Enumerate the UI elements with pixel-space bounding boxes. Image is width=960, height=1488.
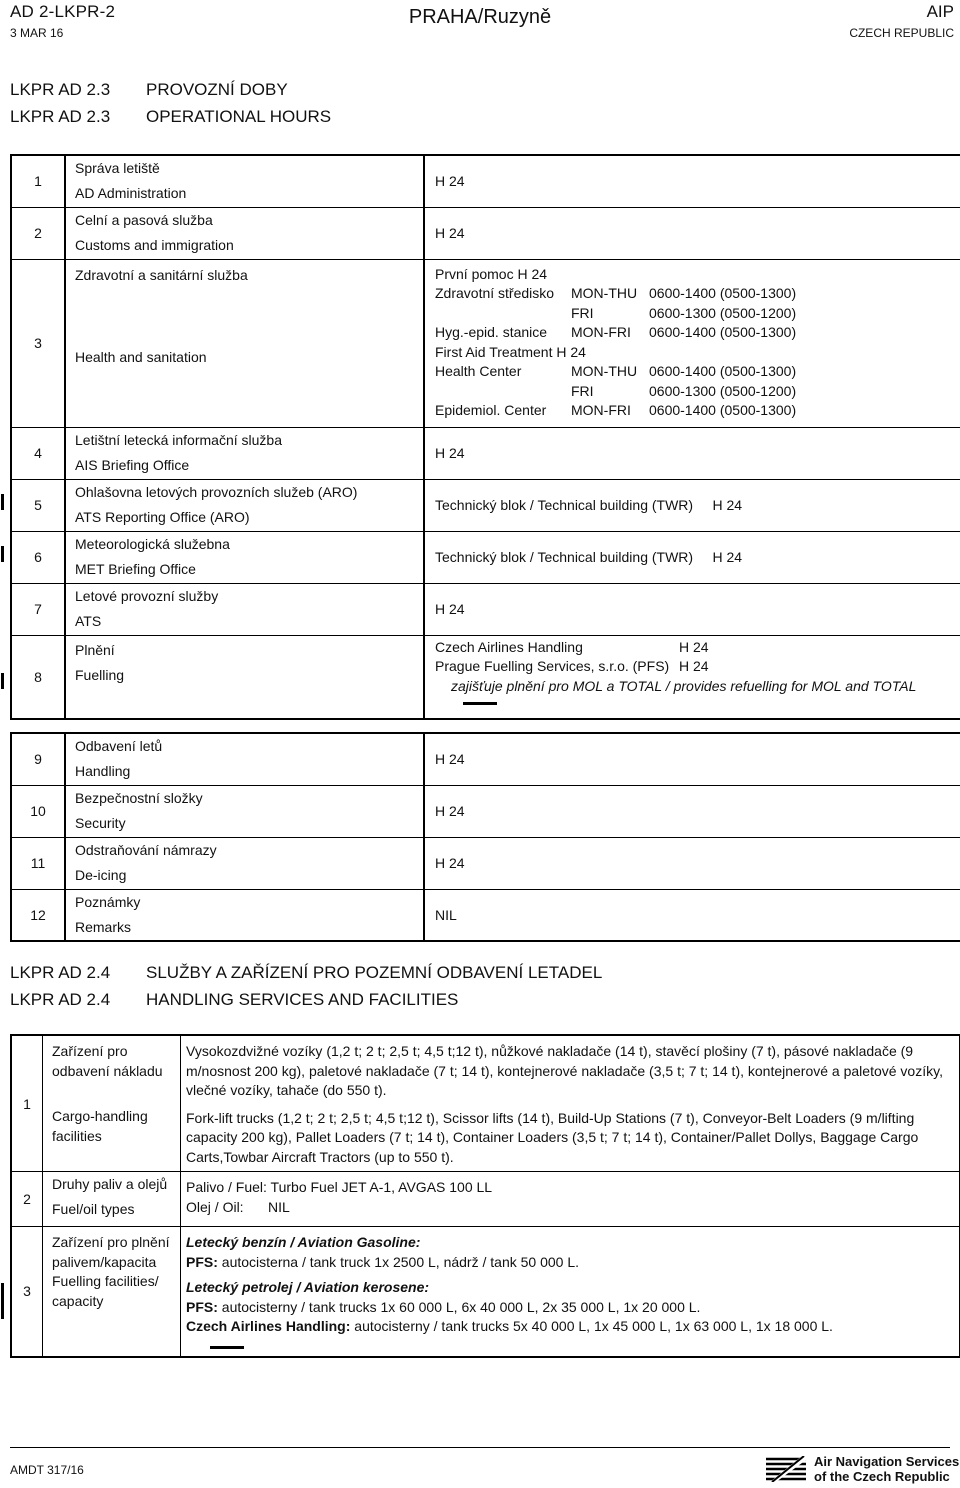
oil-value: NIL (268, 1198, 290, 1215)
table-row (11, 207, 960, 259)
row-number: 9 (11, 733, 65, 785)
row-value: Technický blok / Technical building (TWR) H 24 (424, 531, 960, 583)
schedule-label: Health Center (435, 363, 522, 379)
schedule-hours: 0600-1400 (0500-1300) (649, 285, 797, 301)
table-row (11, 155, 960, 207)
row-description (65, 583, 424, 635)
table-row (11, 583, 960, 635)
organization-name (814, 1454, 959, 1484)
row-description (43, 1227, 181, 1357)
schedule-hours: 0600-1300 (0500-1200) (649, 382, 797, 399)
row-value (181, 1227, 960, 1357)
description-cz: Druhy paliv a olejů (52, 1176, 168, 1192)
row-description (43, 1172, 181, 1227)
fuel-provider: Prague Fuelling Services, s.r.o. (PFS) (435, 658, 670, 674)
fuel-provider-hours: H 24 (679, 658, 709, 674)
country-name: CZECH REPUBLIC (849, 26, 954, 40)
page-date: 3 MAR 16 (10, 26, 64, 40)
aviation-kerosene-heading: Letecký petrolej / Aviation kerosene: (186, 1279, 430, 1295)
fuel-provider-hours: H 24 (679, 638, 709, 655)
row-number: 7 (11, 583, 65, 635)
oil-label: Olej / Oil: (186, 1198, 244, 1215)
section-heading-handling (10, 963, 602, 1017)
row-value: Technický blok / Technical building (TWR) H 24 (424, 479, 960, 531)
publication-code: AIP (926, 2, 954, 21)
schedule-days: FRI (571, 304, 594, 321)
row-description (65, 207, 424, 259)
description-cz: Letové provozní služby (75, 588, 219, 604)
schedule-label: Hyg.-epid. stanice (435, 324, 548, 340)
section-number: LKPR AD 2.3 (10, 107, 111, 126)
table-row (11, 427, 960, 479)
description-en: ATS (75, 613, 102, 629)
description-en: Customs and immigration (75, 237, 234, 253)
table-row (11, 479, 960, 531)
row-value: H 24 (424, 155, 960, 207)
provider-capacity: autocisterny / tank trucks 1x 60 000 L, 6x 40 000 L, 2x 35 000 L, 1x 20 000 L. (217, 1298, 701, 1315)
description-cz: Bezpečnostní složky (75, 790, 203, 806)
row-description (65, 635, 424, 719)
provider-capacity: autocisterna / tank truck 1x 2500 L, nádrž / tank 50 000 L. (217, 1253, 579, 1270)
description-cz: Zdravotní a sanitární služba (75, 266, 248, 283)
row-value: H 24 (424, 427, 960, 479)
description-cz: Odstraňování námrazy (75, 842, 217, 858)
description-cz: Odbavení letů (75, 738, 163, 755)
amendment-marker (463, 702, 497, 705)
page-header (0, 0, 960, 60)
change-bar (1, 1283, 4, 1319)
table-row (11, 837, 960, 889)
description-en: MET Briefing Office (75, 561, 196, 577)
row-description (65, 889, 424, 941)
row-description (65, 155, 424, 207)
description-en: AIS Briefing Office (75, 457, 190, 473)
description-en: De-icing (75, 867, 127, 883)
schedule-days: MON-THU (571, 363, 638, 379)
aviation-gasoline-heading: Letecký benzín / Aviation Gasoline: (186, 1234, 421, 1250)
schedule-hours: 0600-1300 (0500-1200) (649, 304, 797, 321)
table-row (11, 785, 960, 837)
section-heading-hours (10, 80, 331, 134)
fuel-provider: Czech Airlines Handling (435, 638, 583, 655)
schedule-hours: 0600-1400 (0500-1300) (649, 363, 797, 379)
description-en: AD Administration (75, 185, 187, 202)
row-value (181, 1172, 960, 1227)
row-value: H 24 (424, 785, 960, 837)
description-en: Security (75, 815, 126, 831)
description-en: Handling (75, 763, 131, 780)
schedule-days: MON-FRI (571, 324, 631, 340)
header-right (849, 2, 954, 40)
description-en: Cargo-handling facilities (52, 1108, 148, 1144)
section-number: LKPR AD 2.4 (10, 963, 111, 982)
row-number: 2 (11, 207, 65, 259)
row-number: 8 (11, 635, 65, 719)
row-number: 5 (11, 479, 65, 531)
section-title-en: OPERATIONAL HOURS (146, 107, 332, 126)
cargo-equipment-en: Fork-lift trucks (1,2 t; 2 t; 2,5 t; 4,5 t;12 t), Scissor lifts (14 t), Build-Up Stations (7 t), Conveyor-Belt Loaders (9 m/lifting capacity 200 kg), Pallet Loaders (7 t; 14 t), Container Loaders (3,5 t; 7 t; 14 t), Container/Pallet Dollys, Baggage Cargo Carts,Towbar Aircraft Tractors (up to 550 t). (186, 1109, 919, 1165)
fuel-types: Palivo / Fuel: Turbo Fuel JET A-1, AVGAS 100 LL (186, 1179, 493, 1195)
row-number: 3 (11, 259, 65, 427)
row-number: 10 (11, 785, 65, 837)
table-row (11, 889, 960, 941)
row-value: H 24 (424, 207, 960, 259)
table-row (11, 1035, 960, 1172)
schedule-label: Epidemiol. Center (435, 402, 547, 418)
provider-label: Czech Airlines Handling: (186, 1318, 351, 1334)
footer-divider (10, 1447, 950, 1448)
schedule-label: First Aid Treatment H 24 (435, 343, 586, 360)
row-number: 1 (11, 1035, 43, 1172)
row-description (65, 785, 424, 837)
amendment-number: AMDT 317/16 (10, 1463, 84, 1477)
provider-label: PFS: (186, 1253, 218, 1270)
schedule-days: MON-FRI (571, 402, 631, 418)
health-schedule (424, 259, 960, 427)
row-number: 12 (11, 889, 65, 941)
row-value: H 24 (424, 583, 960, 635)
schedule-days: FRI (571, 382, 594, 399)
org-line: of the Czech Republic (814, 1469, 950, 1484)
row-number: 4 (11, 427, 65, 479)
section-number: LKPR AD 2.4 (10, 990, 111, 1009)
table-row (11, 733, 960, 785)
table-row (11, 259, 960, 427)
description-cz: Správa letiště (75, 160, 160, 177)
change-bar (1, 494, 4, 510)
row-number: 1 (11, 155, 65, 207)
row-number: 3 (11, 1227, 43, 1357)
handling-facilities-table (10, 1034, 960, 1358)
row-description (65, 837, 424, 889)
schedule-days: MON-THU (571, 285, 638, 301)
description-en: Fuelling facilities/ capacity (52, 1273, 159, 1309)
schedule-label: Zdravotní středisko (435, 285, 555, 301)
row-value: NIL (424, 889, 960, 941)
section-number: LKPR AD 2.3 (10, 80, 111, 99)
row-number: 6 (11, 531, 65, 583)
operational-hours-table (10, 154, 960, 942)
row-description (65, 479, 424, 531)
table-row (11, 635, 960, 719)
row-value (181, 1035, 960, 1172)
row-number: 11 (11, 837, 65, 889)
row-description (65, 427, 424, 479)
description-cz: Meteorologická služebna (75, 536, 230, 552)
description-en: Fuelling (75, 666, 125, 683)
row-value: H 24 (424, 837, 960, 889)
amendment-marker (210, 1346, 244, 1349)
row-number: 2 (11, 1172, 43, 1227)
provider-label: PFS: (186, 1298, 218, 1315)
row-description (43, 1035, 181, 1172)
fuel-provider-note: zajišťuje plnění pro MOL a TOTAL / provides refuelling for MOL and TOTAL (451, 677, 917, 694)
description-en: ATS Reporting Office (ARO) (75, 509, 250, 525)
ans-logo-icon (766, 1456, 806, 1482)
aerodrome-title: PRAHA/Ruzyně (408, 6, 552, 28)
section-title-cz: PROVOZNÍ DOBY (146, 80, 288, 99)
description-cz: Ohlašovna letových provozních služeb (ARO) (75, 484, 358, 500)
description-cz: Zařízení pro odbavení nákladu (52, 1043, 163, 1079)
footer-organization (766, 1454, 959, 1484)
fuelling-hours (424, 635, 960, 719)
provider-capacity: autocisterny / tank trucks 5x 40 000 L, 1x 45 000 L, 1x 63 000 L, 1x 18 000 L. (350, 1318, 833, 1334)
description-en: Health and sanitation (75, 348, 207, 365)
change-bar (1, 546, 4, 562)
schedule-hours: 0600-1400 (0500-1300) (649, 402, 797, 418)
schedule-label: První pomoc H 24 (435, 265, 548, 282)
row-value: H 24 (424, 733, 960, 785)
description-en: Fuel/oil types (52, 1201, 135, 1217)
row-description (65, 531, 424, 583)
table-row (11, 531, 960, 583)
cargo-equipment-cz: Vysokozdvižné vozíky (1,2 t; 2 t; 2,5 t; 4,5 t;12 t), nůžkové nakladače (14 t), stavěcí plošiny (7 t), pásové nakladače (9 m/nosnost 200 kg), paletové nakladače (7 t; 14 t), kontejnerové nakladače (3,5 t; 7 t; 14 t), kontejnerové a paletové vozíky, vlečné vozíky, tahače (do 550 t). (186, 1043, 943, 1098)
row-description (65, 259, 424, 427)
schedule-hours: 0600-1400 (0500-1300) (649, 324, 797, 340)
row-description (65, 733, 424, 785)
description-en: Remarks (75, 918, 132, 935)
page-code: AD 2-LKPR-2 (10, 2, 116, 21)
table-row (11, 1227, 960, 1357)
section-title-cz: SLUŽBY A ZAŘÍZENÍ PRO POZEMNÍ ODBAVENÍ LETADEL (146, 963, 603, 982)
description-cz: Celní a pasová služba (75, 212, 213, 228)
description-cz: Zařízení pro plnění palivem/kapacita (52, 1234, 170, 1270)
org-line: Air Navigation Services (814, 1454, 960, 1469)
description-cz: Letištní letecká informační služba (75, 432, 282, 448)
description-cz: Poznámky (75, 893, 141, 910)
description-cz: Plnění (75, 641, 115, 658)
table-row (11, 1172, 960, 1227)
section-title-en: HANDLING SERVICES AND FACILITIES (146, 990, 459, 1009)
change-bar (1, 673, 4, 689)
table-gap (11, 719, 960, 733)
